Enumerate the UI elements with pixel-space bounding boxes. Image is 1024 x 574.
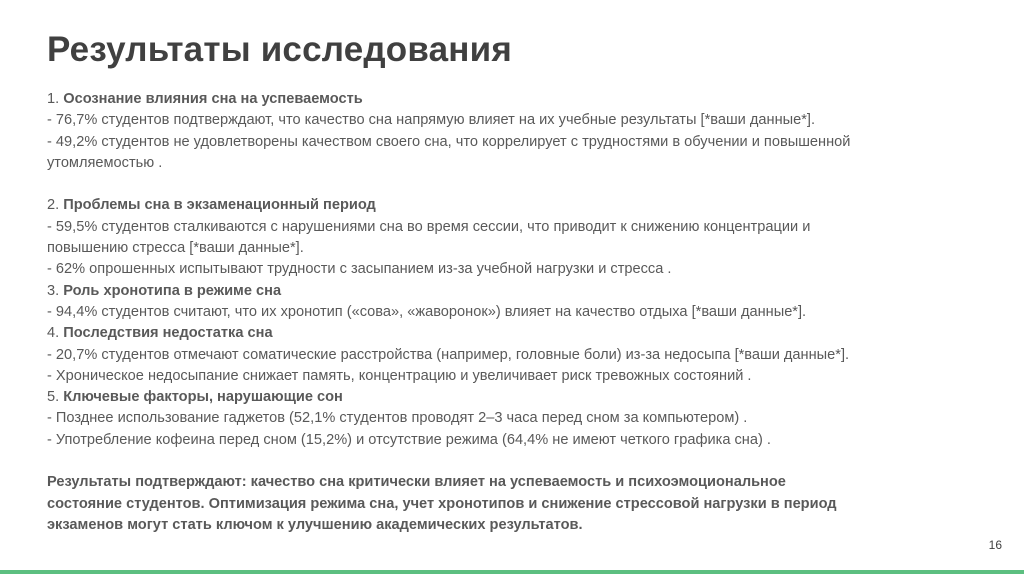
conclusion-line: экзаменов могут стать ключом к улучшению академических результатов. <box>47 516 583 533</box>
section-number: 5. <box>47 389 60 406</box>
section-heading <box>47 281 1007 302</box>
bullet-line: - 49,2% студентов не удовлетворены качеством своего сна, что коррелирует с трудностями в обучении и повышенной <box>47 133 851 150</box>
bullet-line: - 62% опрошенных испытывают трудности с засыпанием из-за учебной нагрузки и стресса . <box>47 261 672 278</box>
slide-body <box>47 89 1007 536</box>
conclusion-line: Результаты подтверждают: качество сна критически влияет на успеваемость и психоэмоциональное <box>47 474 786 491</box>
section-title: Роль хронотипа в режиме сна <box>63 282 282 299</box>
bullet-line: - Употребление кофеина перед сном (15,2%) и отсутствие режима (64,4% не имеют четкого графика сна) . <box>47 431 771 448</box>
bullet-line: - 20,7% студентов отмечают соматические расстройства (например, головные боли) из-за недосыпа [*ваши данные*]. <box>47 346 850 363</box>
section-number: 2. <box>47 197 60 214</box>
section-number: 4. <box>47 325 60 342</box>
section-title: Последствия недостатка сна <box>63 325 273 342</box>
bullet-line: - 76,7% студентов подтверждают, что качество сна напрямую влияет на их учебные результаты [*ваши данные*]. <box>47 112 816 129</box>
bullet-line: - 59,5% студентов сталкиваются с нарушениями сна во время сессии, что приводит к снижению концентрации и <box>47 218 811 235</box>
spacer <box>47 174 1007 195</box>
section-number: 1. <box>47 91 60 107</box>
bullet-line: - 94,4% студентов считают, что их хронотип («сова», «жаворонок») влияет на качество отдыха [*ваши данные*]. <box>47 303 807 320</box>
conclusion-line: состояние студентов. Оптимизация режима сна, учет хронотипов и снижение стрессовой нагрузки в период <box>47 495 837 512</box>
page-number: 16 <box>988 538 1002 552</box>
section-title: Ключевые факторы, нарушающие сон <box>63 389 343 406</box>
section-heading <box>47 387 1007 408</box>
bullet-line: утомляемостью . <box>47 154 163 171</box>
page-title: Результаты исследования <box>47 30 512 69</box>
bullet-line: повышению стресса [*ваши данные*]. <box>47 240 304 257</box>
section-title: Осознание влияния сна на успеваемость <box>63 91 363 107</box>
accent-bar <box>0 570 1024 574</box>
bullet-line: - Позднее использование гаджетов (52,1% студентов проводят 2–3 часа перед сном за компьютером) . <box>47 410 748 427</box>
section-heading <box>47 323 1007 344</box>
section-heading <box>47 89 1007 110</box>
section-heading <box>47 195 1007 216</box>
bullet-line: - Хроническое недосыпание снижает память, концентрацию и увеличивает риск тревожных состояний . <box>47 367 752 384</box>
section-number: 3. <box>47 282 60 299</box>
spacer <box>47 451 1007 472</box>
section-title: Проблемы сна в экзаменационный период <box>63 197 376 214</box>
